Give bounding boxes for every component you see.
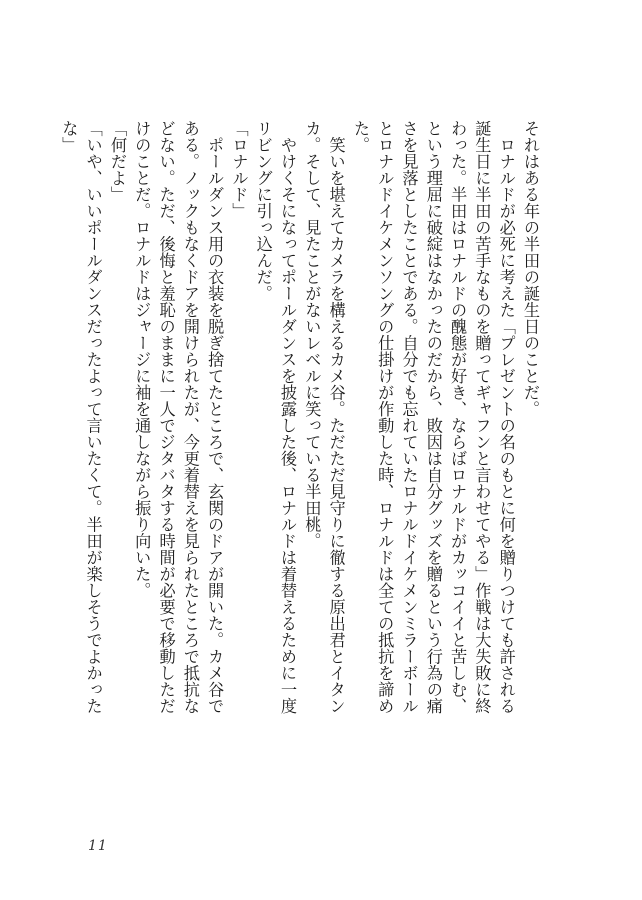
paragraph-4: やけくそになってポールダンスを披露した後、ロナルドは着替えるために一度リビングに引っ込んだ。 — [253, 120, 298, 714]
page-number: 11 — [88, 838, 108, 854]
body-text — [59, 120, 542, 730]
paragraph-3: 笑いを堪えてカメラを構えるカメ谷。ただただ見守りに徹する原出君とイタンカ。そして、見たことがないレベルに笑っている半田桃。 — [302, 120, 346, 714]
paragraph-2: ロナルドが必死に考えた「プレゼントの名のもとに何を贈りつけても許される誕生日に半田の苦手なものを贈ってギャフンと言わせてやる」作戦は大失敗に終わった。半田はロナルドの醜態が好き、ならばロナルドがカッコイイと苦しむ、という理屈に破綻はなかったのだから、敗因は自分グッズを贈るという行為の痛さを見落としたことである。自分でも忘れていたロナルドイケメンミラーボールとロナルドイケメンソングの仕掛けが作動した時、ロナルドは全ての抵抗を諦めた。 — [350, 120, 516, 714]
paragraph-1: それはある年の半田の誕生日のことだ。 — [521, 120, 540, 417]
paragraph-7: 「何だよ」 — [107, 120, 127, 203]
paragraph-5: 「ロナルド」 — [229, 120, 249, 219]
paragraph-8: 「いや、いいポールダンスだったよって言いたくて。半田が楽しそうでよかったな」 — [59, 120, 103, 714]
paragraph-6: ポールダンス用の衣装を脱ぎ捨てたところで、玄関のドアが開いた。カメ谷である。ノックもなくドアを開けられたが、今更着替えを見られたところで抵抗などない。ただ、後悔と羞恥のままに一人でジタバタする時間が必要で移動しただけのことだ。ロナルドはジャージに袖を通しながら振り向いた。 — [132, 120, 225, 714]
